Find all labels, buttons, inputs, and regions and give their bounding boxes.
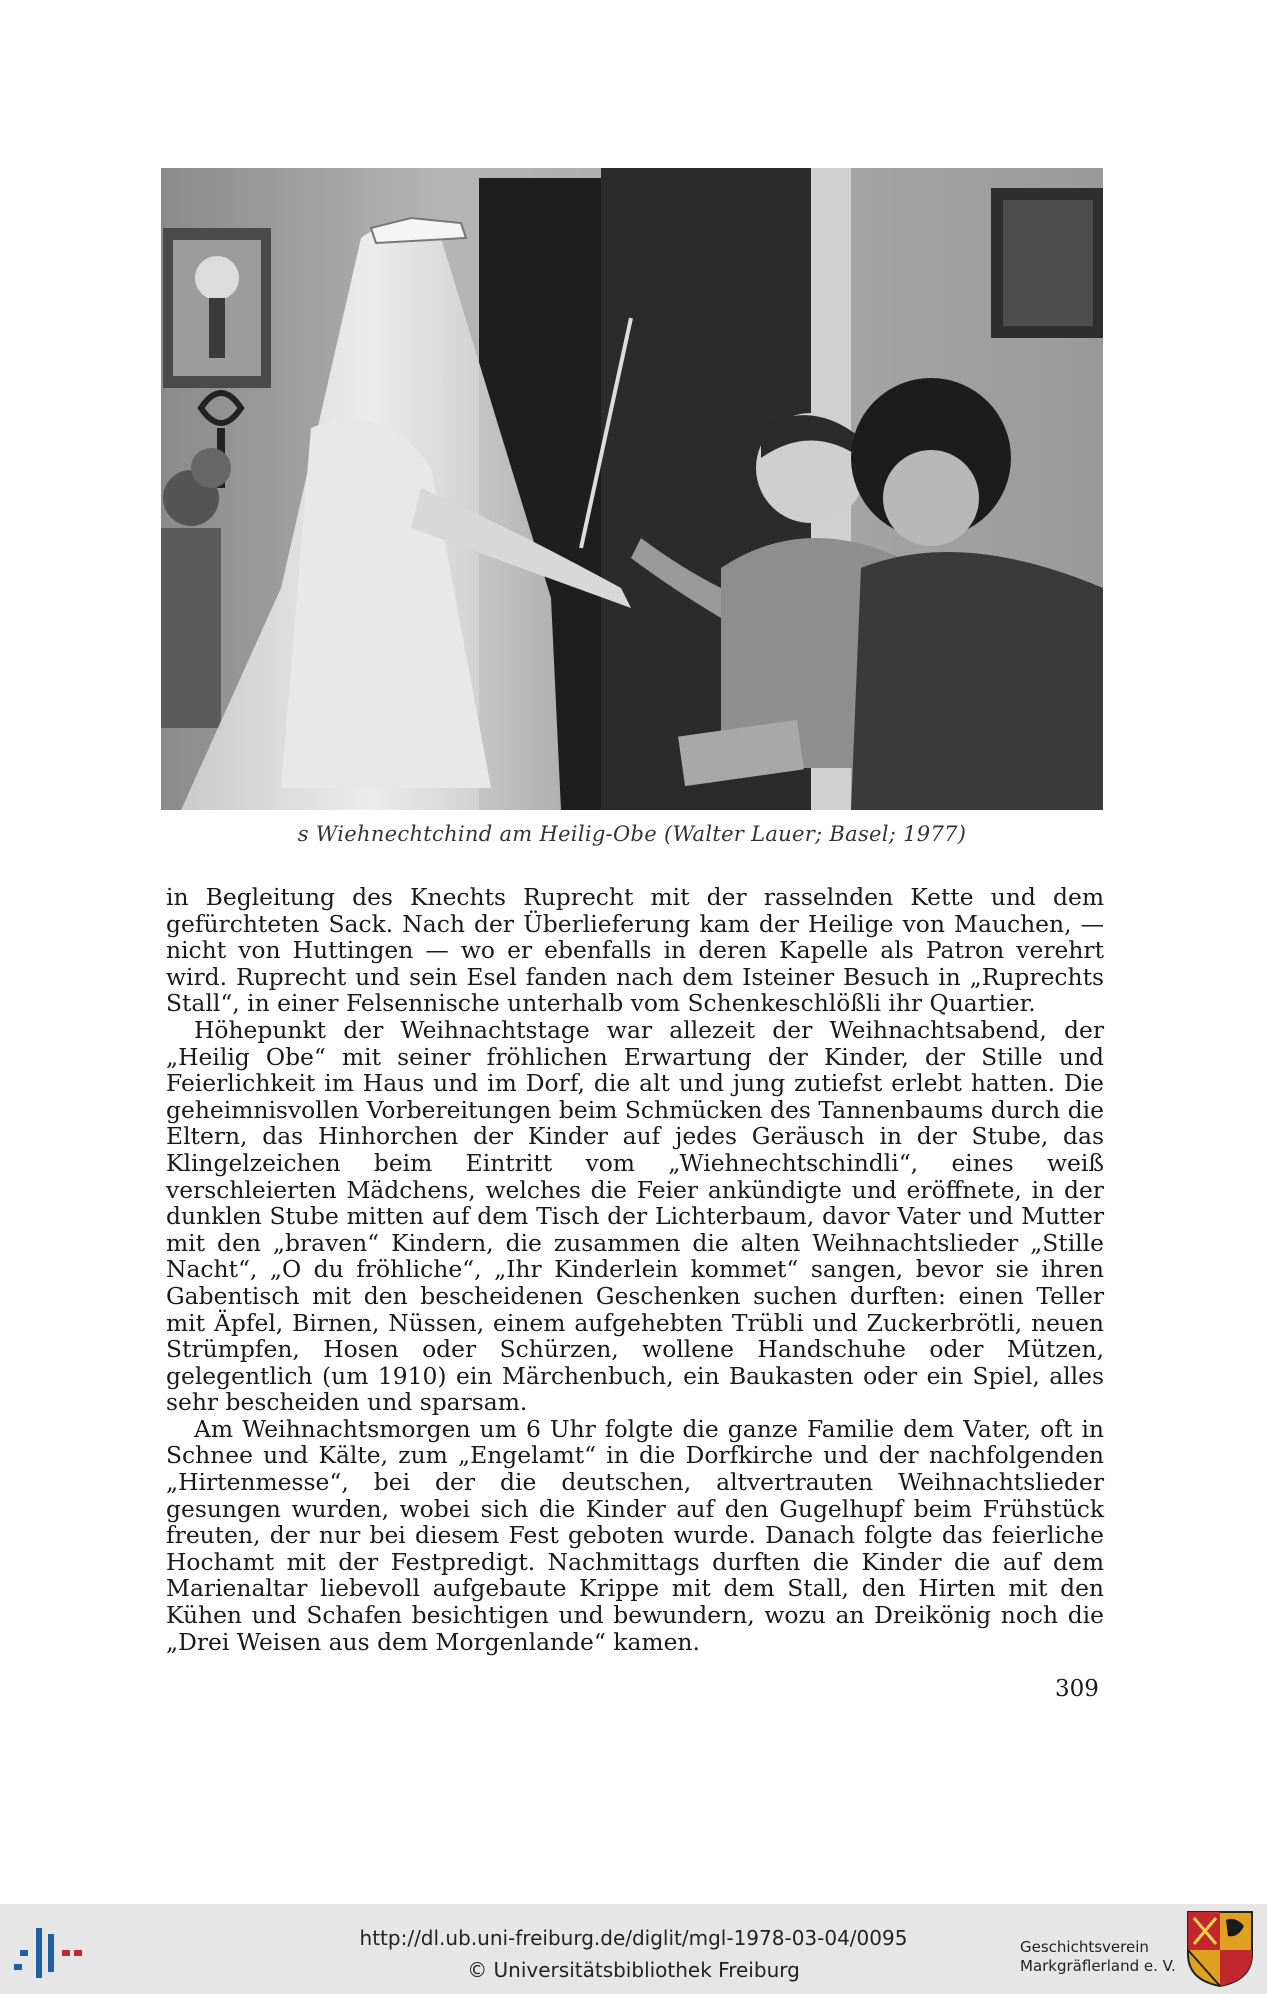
photograph xyxy=(161,168,1103,810)
copyright-notice: © Universitätsbibliothek Freiburg xyxy=(467,1958,800,1982)
society-line-2: Markgräflerland e. V. xyxy=(1020,1957,1176,1975)
society-name xyxy=(1020,1938,1176,1976)
paragraph-1: in Begleitung des Knechts Ruprecht mit der rasselnden Kette und dem gefürchteten Sack. Nach der Überlieferung kam der Heilige von Mauchen, — nicht von Huttingen — wo er ebenfalls in deren Kapelle als Patron verehrt wird. Ruprecht und sein Esel fanden nach dem Isteiner Besuch in „Ruprechts Stall“, in einer Felsennische unterhalb vom Schenkeschlößli ihr Quartier. xyxy=(166,883,1104,1018)
coat-of-arms-icon xyxy=(1186,1910,1254,1988)
photograph-illustration xyxy=(161,168,1103,810)
article-body xyxy=(166,884,1104,1655)
society-line-1: Geschichtsverein xyxy=(1020,1938,1149,1956)
photo-caption: s Wiehnechtchind am Heilig-Obe (Walter Lauer; Basel; 1977) xyxy=(297,822,967,846)
document-url[interactable]: http://dl.ub.uni-freiburg.de/diglit/mgl-1978-03-04/0095 xyxy=(359,1926,908,1950)
footer-bar xyxy=(0,1904,1267,1994)
paragraph-3: Am Weihnachtsmorgen um 6 Uhr folgte die ganze Familie dem Vater, oft in Schnee und Kälte, zum „Engelamt“ in die Dorfkirche und der nachfolgenden „Hirtenmesse“, bei der die deutschen, altvertrauten Weihnachtslieder gesungen wurden, wobei sich die Kinder auf den Gugelhupf beim Frühstück freuten, der nur bei diesem Fest geboten wurde. Danach folgte das feierliche Hochamt mit der Festpredigt. Nachmittags durften die Kinder die auf dem Marienaltar liebevoll aufgebaute Krippe mit dem Stall, den Hirten mit den Kühen und Schafen besichtigen und bewundern, wozu an Dreikönig noch die „Drei Weisen aus dem Morgenlande“ kamen. xyxy=(166,1414,1104,1656)
page-number: 309 xyxy=(1055,1676,1099,1702)
paragraph-2: Höhepunkt der Weihnachtstage war allezeit der Weihnachtsabend, der „Heilig Obe“ mit seiner fröhlichen Erwartung der Kinder, der Stille und Feierlichkeit im Haus und im Dorf, die alt und jung zutiefst erlebt hatten. Die geheimnisvollen Vorbereitungen beim Schmücken des Tannenbaums durch die Eltern, das Hinhorchen der Kinder auf jedes Geräusch in der Stube, das Klingelzeichen beim Eintritt vom „Wiehnechtschindli“, eines weiß verschleierten Mädchens, welches die Feier ankündigte und eröffnete, in der dunklen Stube mitten auf dem Tisch der Lichterbaum, davor Vater und Mutter mit den „braven“ Kindern, die zusammen die alten Weihnachtslieder „Stille Nacht“, „O du fröhliche“, „Ihr Kinderlein kommet“ sangen, bevor sie ihren Gabentisch mit den bescheidenen Geschenken suchen durften: einen Teller mit Äpfel, Birnen, Nüssen, einem aufgehebten Trübli und Zuckerbrötli, neuen Strümpfen, Hosen oder Schürzen, wollene Handschuhe oder Mützen, gelegentlich (um 1910) ein Märchenbuch, ein Baukasten oder ein Spiel, alles sehr bescheiden und sparsam. xyxy=(166,1015,1104,1417)
